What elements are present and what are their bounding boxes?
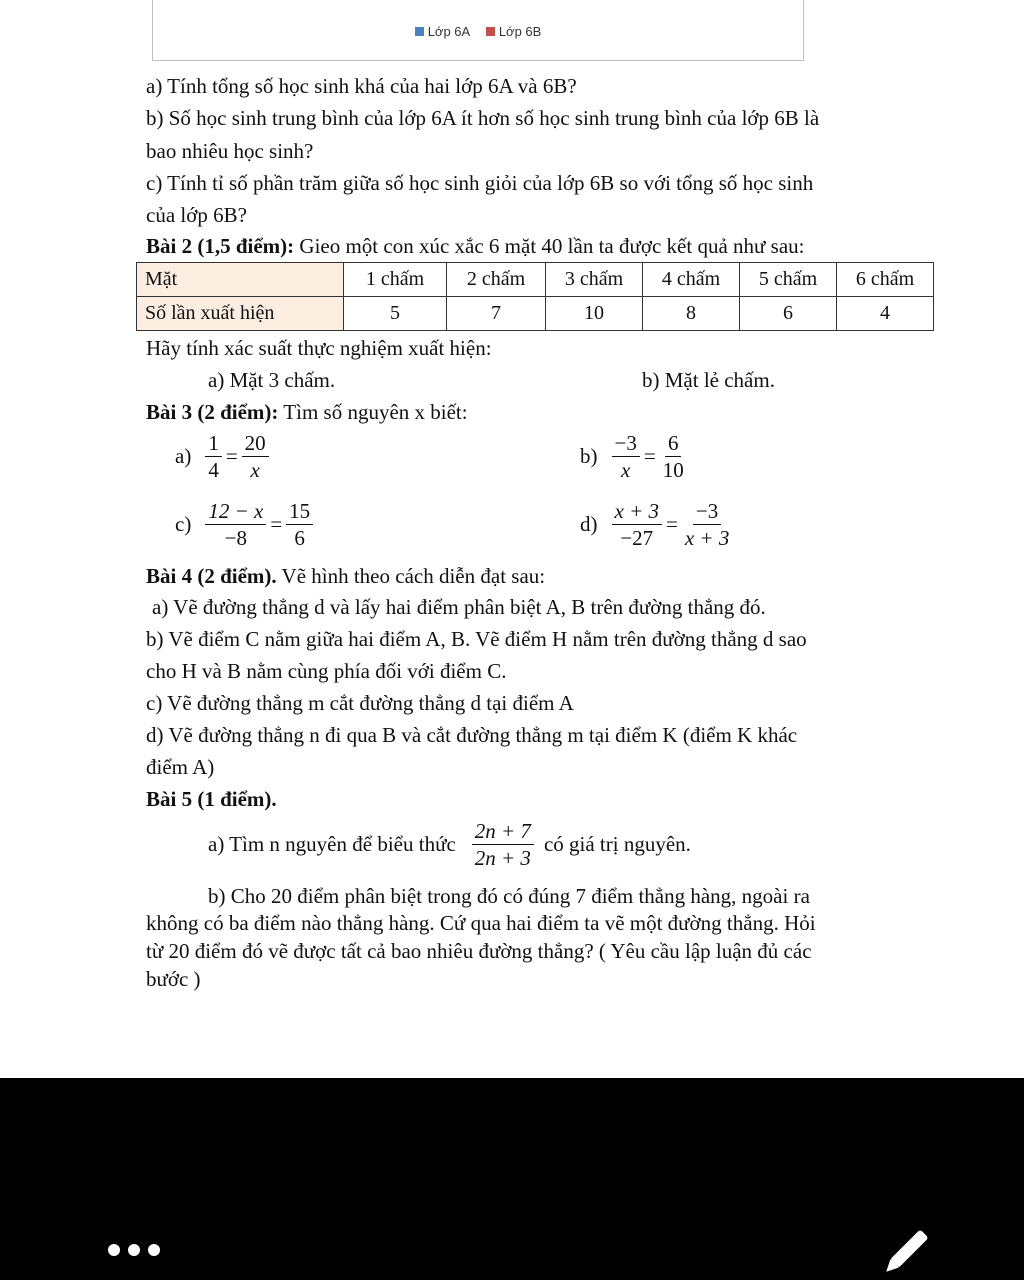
bai5-question-b-line4: bước ) xyxy=(146,967,201,991)
legend-label-6b: Lớp 6B xyxy=(498,24,542,39)
numerator: x + 3 xyxy=(612,498,663,525)
dot xyxy=(148,1244,160,1256)
bai1-question-a: a) Tính tổng số học sinh khá của hai lớp 6A và 6B? xyxy=(146,74,577,98)
fraction xyxy=(286,498,313,551)
bai4-heading xyxy=(146,564,545,588)
equals-sign: = xyxy=(225,444,238,468)
equation-label: c) xyxy=(175,512,192,536)
bai2-title: Bài 2 (1,5 điểm): xyxy=(146,234,295,258)
bai2-question-b: b) Mặt lẻ chấm. xyxy=(642,368,775,392)
bai2-question-a: a) Mặt 3 chấm. xyxy=(208,368,336,392)
bai4-question-d-line2: điểm A) xyxy=(146,755,215,779)
denominator: 6 xyxy=(294,526,305,550)
bai4-question-d-line1: d) Vẽ đường thẳng n đi qua B và cắt đường thẳng m tại điểm K (điểm K khác xyxy=(146,723,798,747)
table-cell-count: 6 xyxy=(740,297,837,331)
bai3-equation-a xyxy=(175,430,271,483)
table-cell-face: 2 chấm xyxy=(447,263,546,297)
denominator: 10 xyxy=(662,458,684,482)
bai4-title: Bài 4 (2 điểm). xyxy=(146,564,277,588)
denominator: 2n + 3 xyxy=(474,846,531,870)
bai4-question-b-line1: b) Vẽ điểm C nằm giữa hai điểm A, B. Vẽ điểm H nằm trên đường thẳng d sao xyxy=(146,627,807,651)
equation-label: d) xyxy=(580,512,598,536)
fraction xyxy=(472,818,534,871)
equals-sign: = xyxy=(666,512,678,536)
bai5-a-suffix: có giá trị nguyên. xyxy=(543,832,691,856)
table-cell-count: 5 xyxy=(344,297,447,331)
dot xyxy=(108,1244,120,1256)
legend-label-6a: Lớp 6A xyxy=(427,24,471,39)
fraction xyxy=(205,430,222,483)
bai4-question-c: c) Vẽ đường thẳng m cắt đường thẳng d tại điểm A xyxy=(146,691,574,715)
equation-label: a) xyxy=(175,444,192,468)
fraction xyxy=(660,430,687,483)
bai3-text: Tìm số nguyên x biết: xyxy=(278,400,468,424)
bai4-question-b-line2: cho H và B nằm cùng phía đối với điểm C. xyxy=(146,659,507,683)
denominator: x xyxy=(250,458,260,482)
bai1-question-c-line2: của lớp 6B? xyxy=(146,203,247,227)
bai3-equation-d xyxy=(580,498,734,551)
fraction xyxy=(612,430,640,483)
legend-item-6b xyxy=(486,24,542,39)
chart-legend xyxy=(153,24,803,39)
numerator: −3 xyxy=(693,498,721,525)
bai1-question-c-line1: c) Tính tỉ số phần trăm giữa số học sinh giỏi của lớp 6B so với tổng số học sinh xyxy=(146,171,814,195)
legend-item-6a xyxy=(415,24,471,39)
denominator: x xyxy=(621,458,631,482)
dice-results-table xyxy=(136,262,934,331)
table-cell-face: 3 chấm xyxy=(546,263,643,297)
pencil-icon[interactable] xyxy=(876,1224,936,1280)
table-cell-face: 1 chấm xyxy=(344,263,447,297)
bai2-prompt: Hãy tính xác suất thực nghiệm xuất hiện: xyxy=(146,336,492,360)
table-cell-count: 7 xyxy=(447,297,546,331)
numerator: 20 xyxy=(242,430,269,457)
table-row-counts xyxy=(137,297,934,331)
table-cell-count: 4 xyxy=(837,297,934,331)
equation-label: b) xyxy=(580,444,598,468)
fraction xyxy=(612,498,663,551)
bai3-heading xyxy=(146,400,468,424)
equals-sign: = xyxy=(643,444,656,468)
bai5-question-b-line3: từ 20 điểm đó vẽ được tất cả bao nhiêu đường thẳng? ( Yêu cầu lập luận đủ các xyxy=(146,939,812,963)
bai4-text: Vẽ hình theo cách diễn đạt sau: xyxy=(276,564,546,588)
legend-swatch-6b xyxy=(486,27,495,36)
table-header-count: Số lần xuất hiện xyxy=(137,297,344,331)
table-cell-count: 8 xyxy=(643,297,740,331)
table-cell-face: 6 chấm xyxy=(837,263,934,297)
fraction xyxy=(682,498,733,551)
denominator: −27 xyxy=(620,526,654,550)
table-cell-face: 5 chấm xyxy=(740,263,837,297)
numerator: 15 xyxy=(286,498,313,525)
bai5-question-b-line1: b) Cho 20 điểm phân biệt trong đó có đúng 7 điểm thẳng hàng, ngoài ra xyxy=(208,884,810,908)
legend-swatch-6a xyxy=(415,27,424,36)
bai3-equation-b xyxy=(580,430,689,483)
numerator: 6 xyxy=(665,430,682,457)
fraction xyxy=(242,430,269,483)
table-cell-count: 10 xyxy=(546,297,643,331)
bai2-heading xyxy=(146,234,804,258)
table-cell-face: 4 chấm xyxy=(643,263,740,297)
chart-legend-box xyxy=(152,0,804,61)
bai1-question-b-line1: b) Số học sinh trung bình của lớp 6A ít hơn số học sinh trung bình của lớp 6B là xyxy=(146,106,820,130)
numerator: −3 xyxy=(612,430,640,457)
table-header-face: Mặt xyxy=(137,263,344,297)
denominator: x + 3 xyxy=(684,526,730,550)
bai2-text: Gieo một con xúc xắc 6 mặt 40 lần ta được kết quả như sau: xyxy=(294,234,805,258)
numerator: 2n + 7 xyxy=(472,818,534,845)
table-row-faces xyxy=(137,263,934,297)
bai5-question-a xyxy=(208,818,691,871)
numerator: 12 − x xyxy=(205,498,266,525)
more-dots-icon[interactable] xyxy=(108,1244,160,1256)
denominator: 4 xyxy=(208,458,219,482)
bai5-a-prefix: a) Tìm n nguyên để biểu thức xyxy=(208,832,456,856)
bai3-title: Bài 3 (2 điểm): xyxy=(146,400,279,424)
bai5-question-b-line2: không có ba điểm nào thẳng hàng. Cứ qua hai điểm ta vẽ một đường thẳng. Hỏi xyxy=(146,911,816,935)
bai5-title: Bài 5 (1 điểm). xyxy=(146,787,277,811)
fraction xyxy=(205,498,266,551)
bai4-question-a: a) Vẽ đường thẳng d và lấy hai điểm phân biệt A, B trên đường thẳng đó. xyxy=(152,595,766,619)
bai3-equation-c xyxy=(175,498,315,551)
dot xyxy=(128,1244,140,1256)
numerator: 1 xyxy=(205,430,222,457)
denominator: −8 xyxy=(224,526,247,550)
equals-sign: = xyxy=(270,512,283,536)
bai1-question-b-line2: bao nhiêu học sinh? xyxy=(146,139,314,163)
